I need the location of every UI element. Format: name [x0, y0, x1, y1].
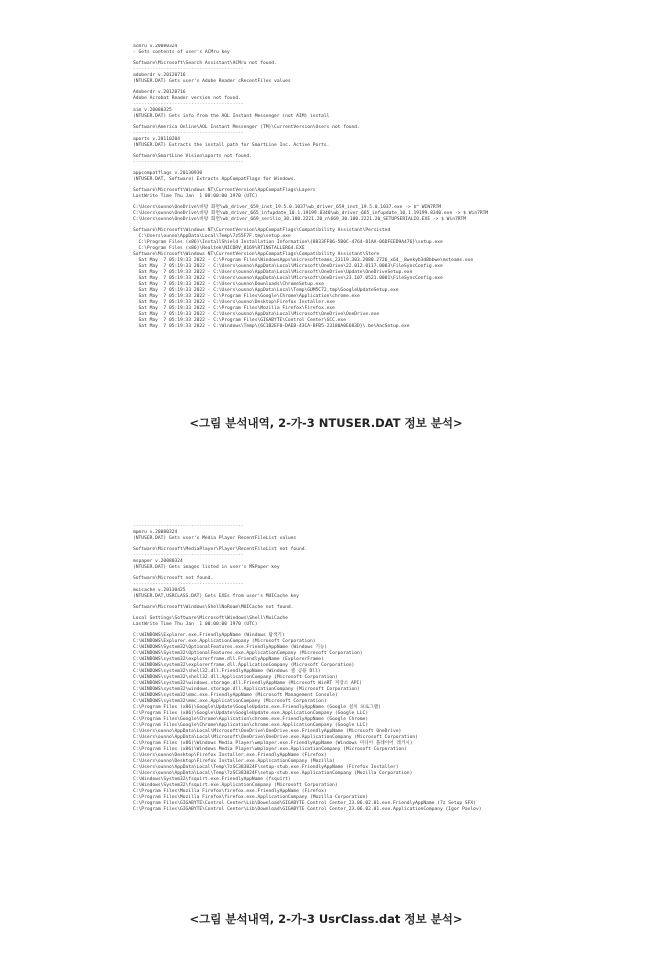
output-line: C:\Program Files\Google\Chrome\Application\chrome.exe.ApplicationCompany (Google LLC) — [133, 723, 369, 728]
output-line: Sat May 7 05:19:33 2022 - C:\Program Files\GIGABYTE\Control Center\GCC.exe — [133, 318, 346, 323]
output-line: Sat May 7 05:19:33 2022 - C:\Users\ounno\AppData\Local\Microsoft\OneDrive\OneDrive.exe — [133, 312, 380, 317]
output-line: C:\WINDOWS\System32\OptionalFeatures.exe.ApplicationCompany (Microsoft Corporation) — [133, 651, 363, 656]
separator-line: ---------------------------------------- — [133, 67, 244, 72]
output-line: Adobe Acrobat Reader version not found. — [133, 96, 241, 101]
output-line: C:\Program Files (x86)\Google\Update\GoogleUpdate.exe.ApplicationCompany (Google LLC) — [133, 711, 369, 716]
output-line: Software\Microsoft\Windows\ShellNoRoam\MUICache not found. — [133, 605, 294, 610]
output-line: C:\Users\ounno\Desktop\Firefox Installer.exe.FriendlyAppName (Firefox) — [133, 753, 327, 758]
output-line: Software\Microsoft not found. — [133, 576, 214, 581]
output-line: mpmru v.20080324 — [133, 530, 178, 535]
output-line: C:\WINDOWS\system32\shell32.dll.ApplicationCompany (Microsoft Corporation) — [133, 675, 338, 680]
figure-caption-ntuser: <그림 분석내역, 2-가-3 NTUSER.DAT 정보 분석> — [189, 416, 463, 430]
output-line: Adoberdr v.20120716 — [133, 90, 186, 95]
output-line: - Gets contents of user's ACMru key — [133, 50, 230, 55]
output-line: Sat May 7 05:19:33 2022 - C:\Users\ounno\AppData\Local\Microsoft\OneDrive\23.107.0521.0001\FileSyncConfig.exe — [133, 276, 443, 281]
usrclass-output-screenshot — [133, 524, 521, 904]
output-line: C:\Users\ounno\AppData\Local\Temp\7zSC383824F\setup-stub.exe.FriendlyAppName (Firefox Installer) — [133, 765, 399, 770]
output-line: C:\WINDOWS\Explorer.exe.FriendlyAppName (Windows 탐색기) — [133, 633, 285, 638]
output-line: Sat May 7 05:19:33 2022 - C:\Program Files\WindowsApps\microsoftteams_23119.303.2080.2726_x64__8wekyb3d8bbwe\msteams.exe — [133, 258, 474, 263]
output-line: C:\Program Files\Google\Chrome\Application\chrome.exe.FriendlyAppName (Google Chrome) — [133, 717, 369, 722]
output-line: Software\SmartLine Vision\aports not found. — [133, 154, 252, 159]
output-line: Software\Microsoft\Search Assistant\ACMru not found. — [133, 61, 277, 66]
output-line: C:\Program Files (x86)\Windows Media Player\wmplayer.exe.FriendlyAppName (Windows 미디어 플레이어 레거시) — [133, 741, 413, 746]
output-line: C:\Program Files\Mozilla Firefox\firefox.exe.FriendlyAppName (Firefox) — [133, 789, 327, 794]
output-line: C:\Windows\System32\fsquirt.exe.ApplicationCompany (Microsoft Corporation) — [133, 783, 338, 788]
output-line: C:\WINDOWS\system32\explorerframe.dll.ApplicationCompany (Microsoft Corporation) — [133, 663, 355, 668]
output-line: C:\Program Files (x86)\Realtek\NICDRV_8169\RTINSTALLER64.EXE — [133, 246, 305, 251]
separator-line: ---------------------------------------- — [133, 582, 244, 587]
output-line: (NTUSER.DAT) Gets user's Adobe Reader cRecentFiles values — [133, 79, 291, 84]
output-line: C:\Users\ounno\AppData\Local\Microsoft\OneDrive\OneDrive.exe.ApplicationCompany (Microsoft Corporation) — [133, 735, 418, 740]
output-line: C:\Windows\System32\fsquirt.exe.FriendlyAppName (fsquirt) — [133, 777, 291, 782]
output-line: LastWrite Time Thu Jan 1 00:00:00 1970 (UTC) — [133, 622, 258, 627]
output-line: C:\Users\ounno\OneDrive\바탕 화면\wb_driver_659_inst_19.5.0.1037\wb_driver_659_inst_19.5.0.1037.exe -> $^ WIN7RTM — [133, 205, 442, 210]
output-line: C:\WINDOWS\system32\mmc.exe.FriendlyAppName (Microsoft Management Console) — [133, 693, 338, 698]
output-line: Software\Microsoft\Windows NT\CurrentVersion\AppCompatFlags\Compatibility Assistant\Persisted — [133, 228, 391, 233]
output-line: C:\WINDOWS\System32\OptionalFeatures.exe.FriendlyAppName (Windows 기능) — [133, 645, 328, 650]
output-line: C:\Program Files\GIGABYTE\Control Center\Lib\Download\GIGABYTE Control Center_23.06.02.01.exe.ApplicationCompany (Igor Pavlov) — [133, 807, 482, 812]
output-line: C:\Users\ounno\AppData\Local\Temp\7z55F7F.tmp\setup.exe — [133, 234, 291, 239]
output-line: Sat May 7 05:19:33 2022 - C:\Users\ounno\Downloads\ChromeSetup.exe — [133, 282, 324, 287]
output-line: C:\Program Files (x86)\InstallShield Installation Information\{8833FF86-5B0C-4764-81AA-06DFEED9A476}\setup.exe — [133, 240, 443, 245]
output-line: C:\WINDOWS\Explorer.exe.ApplicationCompany (Microsoft Corporation) — [133, 639, 316, 644]
output-line: C:\Users\ounno\AppData\Local\Temp\7zSC383824F\setup-stub.exe.ApplicationCompany (Mozilla Corporation) — [133, 771, 413, 776]
output-line: LastWrite Time Thu Jan 1 00:00:00 1970 (UTC) — [133, 194, 258, 199]
output-line: mspaper v.20080324 — [133, 559, 183, 564]
output-line: (NTUSER.DAT) Gets images listed in user's MSPaper key — [133, 565, 280, 570]
output-line: muicache v.20130425 — [133, 588, 186, 593]
output-line: (NTUSER.DAT) Gets user's Media Player RecentFileList values — [133, 536, 297, 541]
output-line: Sat May 7 05:19:33 2022 - C:\Users\ounno\AppData\Local\Microsoft\OneDrive\Update\OneDriveSetup.exe — [133, 270, 413, 275]
output-line: aim v.20080325 — [133, 108, 172, 113]
output-line: C:\Program Files (x86)\Windows Media Player\wmplayer.exe.ApplicationCompany (Microsoft Corporation) — [133, 747, 407, 752]
output-line: C:\Program Files (x86)\Google\Update\GoogleUpdate.exe.FriendlyAppName (Google 설치 프로그램) — [133, 705, 381, 710]
separator-line: ---------------------------------------- — [133, 160, 244, 165]
output-line: Sat May 7 05:19:33 2022 - C:\Users\ounno\AppData\Local\Microsoft\OneDrive\22.012.0117.0003\FileSyncConfig.exe — [133, 264, 443, 269]
output-line: Sat May 7 05:19:33 2022 - C:\Program Files\Mozilla Firefox\Firefox.exe — [133, 306, 335, 311]
output-line: C:\Users\ounno\OneDrive\바탕 화면\wb_driver_665_infupdate_10.1.19199.8340\wb_driver_665_infupdate_10.1.19199.8340.exe -> $ Win7RTM — [133, 211, 489, 216]
output-line: Local Settings\Software\Microsoft\Windows\Shell\MuiCache — [133, 616, 288, 621]
output-line: C:\Users\ounno\AppData\Local\Microsoft\OneDrive\OneDrive.exe.FriendlyAppName (Microsoft OneDrive) — [133, 729, 402, 734]
output-line: Software\Microsoft\Windows NT\CurrentVersion\AppCompatFlags\Layers — [133, 188, 316, 193]
output-line: Software\Microsoft\Windows NT\CurrentVersion\AppCompatFlags\Compatibility Assistant\Store — [133, 252, 380, 257]
output-line: C:\WINDOWS\system32\explorerframe.dll.FriendlyAppName (ExplorerFrame) — [133, 657, 324, 662]
output-line: (NTUSER.DAT, Software) Extracts AppCompatFlags for Windows. — [133, 177, 297, 182]
output-line: adoberdr v.20120716 — [133, 73, 186, 78]
output-line: Sat May 7 05:19:33 2022 - C:\Users\ounno\Desktop\Firefox Installer.exe — [133, 300, 335, 305]
output-line: Sat May 7 05:19:33 2022 - C:\Program Files\Google\Chrome\Application\chrome.exe — [133, 294, 360, 299]
output-line: C:\Users\ounno\OneDrive\바탕 화면\wb_driver_669_serilio_30.100.2221.20_n\669_30.100.2221.20_SETUPSERIALIO.EXE -> $ Win7RTM — [133, 217, 467, 222]
output-line: appcompatflags v.20130930 — [133, 171, 203, 176]
output-line: C:\WINDOWS\system32\shell32.dll.FriendlyAppName (Windows 셸 공용 Dll) — [133, 669, 321, 674]
output-line: Software\America Online\AOL Instant Messenger (TM)\CurrentVersion\Users not found. — [133, 125, 360, 130]
output-line: (NTUSER.DAT,USRCLASS.DAT) Gets EXEs from user's MUICache key — [133, 594, 299, 599]
separator-line: ---------------------------------------- — [133, 102, 244, 107]
output-line: (NTUSER.DAT) Extracts the install path for SmartLine Inc. Active Ports. — [133, 143, 330, 148]
output-line: C:\WINDOWS\system32\windows.storage.dll.FriendlyAppName (Microsoft WinRT 저장소 API) — [133, 681, 363, 686]
output-line: acmru v.20080324 — [133, 44, 178, 49]
output-line: C:\Users\ounno\Desktop\Firefox Installer.exe.ApplicationCompany (Mozilla) — [133, 759, 335, 764]
figure-caption-usrclass: <그림 분석내역, 2-가-3 UsrClass.dat 정보 분석> — [189, 912, 463, 926]
output-line: C:\WINDOWS\system32\windows.storage.dll.ApplicationCompany (Microsoft Corporation) — [133, 687, 360, 692]
output-line: C:\Program Files\GIGABYTE\Control Center\Lib\Download\GIGABYTE Control Center_23.06.02.01.exe.FriendlyAppName (7z Setup SFX) — [133, 801, 476, 806]
output-line: Sat May 7 05:19:33 2022 - C:\Windows\Temp\{6C1B2EF0-DAEB-43CA-BFB5-23180A0E683D}\.be\AacSetup.exe — [133, 324, 410, 329]
output-line: Software\Microsoft\MediaPlayer\Player\RecentFileList not found. — [133, 547, 308, 552]
separator-line: ---------------------------------------- — [133, 131, 244, 136]
ntuser-output-screenshot — [133, 44, 521, 406]
output-line: C:\WINDOWS\system32\mmc.exe.ApplicationCompany (Microsoft Corporation) — [133, 699, 327, 704]
separator-line: ---------------------------------------- — [133, 524, 244, 529]
separator-line: ---------------------------------------- — [133, 553, 244, 558]
output-line: (NTUSER.DAT) Gets info from the AOL Instant Messenger (not AIM) install — [133, 114, 330, 119]
output-line: aports v.20110204 — [133, 137, 181, 142]
output-line: Sat May 7 05:19:33 2022 - C:\Users\ounno\AppData\Local\Temp\GUM5C72.tmp\GoogleUpdateSetup.exe — [133, 288, 399, 293]
output-line: C:\Program Files\Mozilla Firefox\firefox.exe.ApplicationCompany (Mozilla Corporation) — [133, 795, 369, 800]
